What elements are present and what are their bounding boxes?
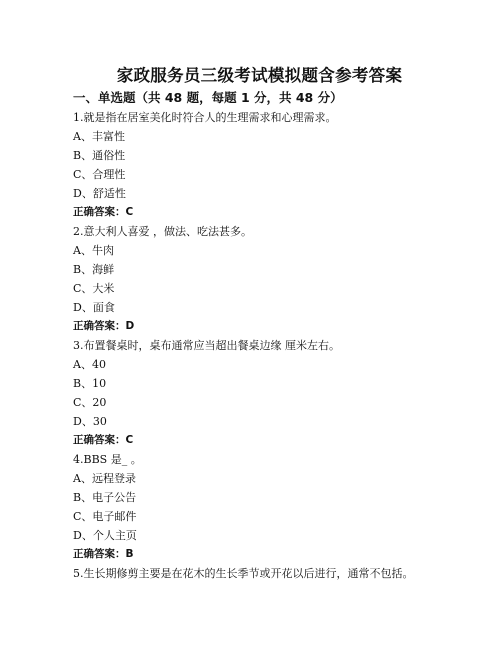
option-d: D、舒适性 <box>73 187 126 200</box>
option-a: A、牛肉 <box>73 244 114 257</box>
option-b: B、通俗性 <box>73 149 126 162</box>
question-block-3 <box>73 336 440 450</box>
question-block-5 <box>73 564 440 583</box>
option-c: C、大米 <box>73 282 115 295</box>
question-block-4 <box>73 450 440 564</box>
section-title: 一、单选题（共 48 题，每题 1 分，共 48 分） <box>73 90 343 105</box>
question-block-2 <box>73 222 440 336</box>
question-stem: 5.生长期修剪主要是在花木的生长季节或开花以后进行，通常不包括。 <box>73 567 414 580</box>
option-a: A、40 <box>73 358 106 371</box>
option-b: B、10 <box>73 377 107 390</box>
option-a: A、丰富性 <box>73 130 125 143</box>
question-stem: 1.就是指在居室美化时符合人的生理需求和心理需求。 <box>73 111 337 124</box>
question-stem: 2.意大利人喜爱 ，做法、吃法甚多。 <box>73 225 252 238</box>
option-d: D、30 <box>73 415 107 428</box>
question-stem: 3.布置餐桌时，桌布通常应当超出餐桌边缘 厘米左右。 <box>73 339 340 352</box>
option-b: B、海鲜 <box>73 263 115 276</box>
question-stem: 4.BBS 是_ 。 <box>73 453 142 466</box>
option-c: C、合理性 <box>73 168 126 181</box>
correct-answer: 正确答案：B <box>73 548 134 560</box>
option-d: D、面食 <box>73 301 115 314</box>
option-b: B、电子公告 <box>73 491 137 504</box>
option-a: A、远程登录 <box>73 472 136 485</box>
correct-answer: 正确答案：D <box>73 320 135 332</box>
option-d: D、个人主页 <box>73 529 137 542</box>
option-c: C、20 <box>73 396 107 409</box>
question-block-1 <box>73 108 440 222</box>
correct-answer: 正确答案：C <box>73 434 134 446</box>
option-c: C、电子邮件 <box>73 510 137 523</box>
document-title: 家政服务员三级考试模拟题含参考答案 <box>116 66 403 85</box>
correct-answer: 正确答案：C <box>73 206 134 218</box>
